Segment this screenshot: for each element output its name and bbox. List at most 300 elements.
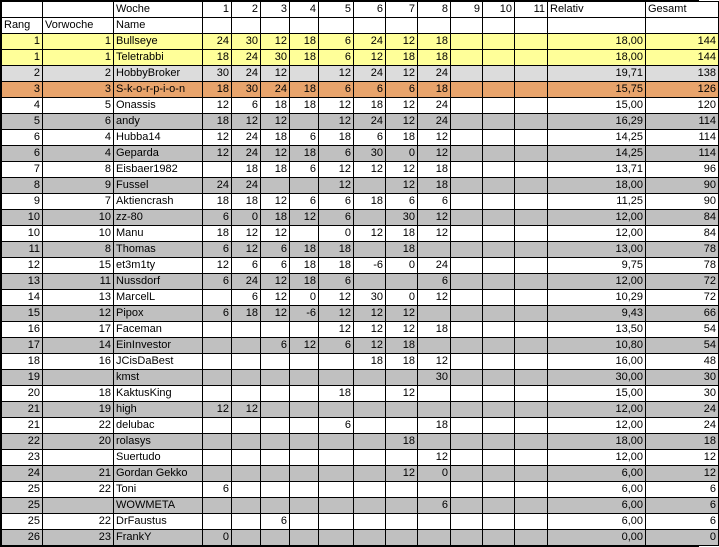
week-cell[interactable] <box>203 450 232 466</box>
week-cell[interactable] <box>418 306 451 322</box>
rank-cell[interactable]: 19 <box>2 370 43 386</box>
previous-week-cell[interactable]: 14 <box>43 338 114 354</box>
week-cell[interactable] <box>319 482 354 498</box>
header-cell[interactable]: Gesamt <box>646 2 719 18</box>
week-cell[interactable]: 12 <box>232 402 261 418</box>
week-cell[interactable] <box>290 530 319 546</box>
week-cell[interactable]: 12 <box>418 146 451 162</box>
relative-cell[interactable]: 9,43 <box>548 306 646 322</box>
week-cell[interactable] <box>515 530 548 546</box>
week-cell[interactable]: 12 <box>261 34 290 50</box>
total-cell[interactable]: 72 <box>646 290 719 306</box>
week-cell[interactable] <box>354 210 386 226</box>
week-cell[interactable] <box>483 514 515 530</box>
week-cell[interactable] <box>483 322 515 338</box>
week-cell[interactable] <box>290 466 319 482</box>
week-cell[interactable] <box>451 306 483 322</box>
previous-week-cell[interactable]: 4 <box>43 146 114 162</box>
week-cell[interactable] <box>232 338 261 354</box>
week-cell[interactable]: 6 <box>418 498 451 514</box>
table-row[interactable] <box>2 482 719 498</box>
week-cell[interactable]: 18 <box>418 322 451 338</box>
relative-cell[interactable]: 18,00 <box>548 34 646 50</box>
previous-week-cell[interactable] <box>43 370 114 386</box>
week-cell[interactable]: 12 <box>261 274 290 290</box>
week-cell[interactable] <box>261 386 290 402</box>
week-cell[interactable]: 18 <box>290 242 319 258</box>
week-cell[interactable]: 24 <box>232 50 261 66</box>
week-cell[interactable] <box>203 354 232 370</box>
rank-cell[interactable]: 9 <box>2 194 43 210</box>
total-cell[interactable]: 0 <box>646 530 719 546</box>
table-row[interactable] <box>2 66 719 82</box>
week-cell[interactable] <box>515 50 548 66</box>
week-cell[interactable]: 0 <box>232 210 261 226</box>
week-cell[interactable]: 18 <box>386 226 418 242</box>
week-cell[interactable]: 24 <box>418 114 451 130</box>
week-cell[interactable] <box>418 434 451 450</box>
week-cell[interactable]: 6 <box>418 274 451 290</box>
week-cell[interactable]: 18 <box>386 130 418 146</box>
week-cell[interactable]: 12 <box>418 354 451 370</box>
week-cell[interactable]: 6 <box>232 290 261 306</box>
week-cell[interactable] <box>515 418 548 434</box>
table-row[interactable] <box>2 50 719 66</box>
week-cell[interactable]: 12 <box>418 130 451 146</box>
week-cell[interactable]: 0 <box>386 258 418 274</box>
header-cell[interactable] <box>515 18 548 34</box>
total-cell[interactable]: 138 <box>646 66 719 82</box>
relative-cell[interactable]: 14,25 <box>548 130 646 146</box>
rank-cell[interactable]: 14 <box>2 290 43 306</box>
table-row[interactable] <box>2 146 719 162</box>
total-cell[interactable]: 90 <box>646 178 719 194</box>
week-cell[interactable] <box>290 514 319 530</box>
week-cell[interactable] <box>515 386 548 402</box>
rank-cell[interactable]: 21 <box>2 418 43 434</box>
week-cell[interactable] <box>261 530 290 546</box>
week-cell[interactable]: 6 <box>203 482 232 498</box>
week-cell[interactable] <box>232 386 261 402</box>
week-cell[interactable]: 12 <box>386 162 418 178</box>
week-cell[interactable] <box>451 466 483 482</box>
week-cell[interactable]: 24 <box>232 130 261 146</box>
week-cell[interactable] <box>451 290 483 306</box>
week-cell[interactable] <box>515 146 548 162</box>
week-cell[interactable] <box>515 98 548 114</box>
name-cell[interactable]: Pipox <box>114 306 203 322</box>
header-cell[interactable] <box>261 18 290 34</box>
table-row[interactable] <box>2 114 719 130</box>
week-cell[interactable] <box>483 498 515 514</box>
table-row[interactable] <box>2 210 719 226</box>
week-cell[interactable] <box>319 514 354 530</box>
week-cell[interactable]: 18 <box>290 274 319 290</box>
name-cell[interactable]: high <box>114 402 203 418</box>
rank-cell[interactable]: 1 <box>2 34 43 50</box>
week-cell[interactable]: 12 <box>386 466 418 482</box>
week-cell[interactable] <box>451 178 483 194</box>
relative-cell[interactable]: 15,00 <box>548 386 646 402</box>
week-cell[interactable]: 12 <box>261 66 290 82</box>
week-cell[interactable]: 12 <box>261 114 290 130</box>
week-cell[interactable] <box>386 418 418 434</box>
week-cell[interactable]: 12 <box>261 194 290 210</box>
week-cell[interactable]: 6 <box>319 210 354 226</box>
header-cell[interactable]: 6 <box>354 2 386 18</box>
relative-cell[interactable]: 12,00 <box>548 210 646 226</box>
week-cell[interactable] <box>290 370 319 386</box>
week-cell[interactable]: 18 <box>290 50 319 66</box>
week-cell[interactable] <box>386 482 418 498</box>
header-cell[interactable] <box>203 18 232 34</box>
week-cell[interactable]: 6 <box>319 194 354 210</box>
relative-cell[interactable]: 12,00 <box>548 450 646 466</box>
week-cell[interactable] <box>418 514 451 530</box>
name-cell[interactable]: Suertudo <box>114 450 203 466</box>
week-cell[interactable] <box>483 338 515 354</box>
total-cell[interactable]: 54 <box>646 338 719 354</box>
week-cell[interactable]: 12 <box>386 306 418 322</box>
week-cell[interactable]: 12 <box>261 306 290 322</box>
week-cell[interactable] <box>203 386 232 402</box>
week-cell[interactable] <box>515 34 548 50</box>
week-cell[interactable] <box>483 34 515 50</box>
previous-week-cell[interactable]: 4 <box>43 130 114 146</box>
week-cell[interactable] <box>354 370 386 386</box>
table-row[interactable] <box>2 178 719 194</box>
previous-week-cell[interactable]: 23 <box>43 530 114 546</box>
week-cell[interactable]: 12 <box>354 306 386 322</box>
week-cell[interactable]: 12 <box>203 130 232 146</box>
week-cell[interactable]: 12 <box>354 50 386 66</box>
week-cell[interactable] <box>515 114 548 130</box>
week-cell[interactable] <box>203 290 232 306</box>
table-row[interactable] <box>2 290 719 306</box>
name-cell[interactable]: Teletrabbi <box>114 50 203 66</box>
rank-cell[interactable]: 6 <box>2 130 43 146</box>
week-cell[interactable]: 18 <box>319 130 354 146</box>
previous-week-cell[interactable]: 9 <box>43 178 114 194</box>
header-cell[interactable]: 3 <box>261 2 290 18</box>
week-cell[interactable] <box>232 418 261 434</box>
rank-cell[interactable]: 17 <box>2 338 43 354</box>
total-cell[interactable]: 24 <box>646 402 719 418</box>
week-cell[interactable] <box>319 530 354 546</box>
week-cell[interactable]: 12 <box>203 258 232 274</box>
week-cell[interactable]: 12 <box>418 450 451 466</box>
week-cell[interactable] <box>386 498 418 514</box>
total-cell[interactable]: 144 <box>646 50 719 66</box>
table-row[interactable] <box>2 354 719 370</box>
name-cell[interactable]: Faceman <box>114 322 203 338</box>
week-cell[interactable]: 18 <box>319 386 354 402</box>
week-cell[interactable]: 6 <box>354 130 386 146</box>
week-cell[interactable]: 24 <box>354 66 386 82</box>
rank-cell[interactable]: 25 <box>2 514 43 530</box>
week-cell[interactable] <box>451 146 483 162</box>
week-cell[interactable]: 18 <box>261 130 290 146</box>
week-cell[interactable] <box>483 114 515 130</box>
header-cell[interactable] <box>483 18 515 34</box>
name-cell[interactable]: et3m1ty <box>114 258 203 274</box>
week-cell[interactable] <box>319 370 354 386</box>
week-cell[interactable]: 18 <box>354 194 386 210</box>
week-cell[interactable]: 12 <box>232 114 261 130</box>
week-cell[interactable]: 24 <box>232 66 261 82</box>
week-cell[interactable]: 6 <box>319 418 354 434</box>
rank-cell[interactable]: 23 <box>2 450 43 466</box>
table-row[interactable] <box>2 466 719 482</box>
week-cell[interactable] <box>515 322 548 338</box>
name-cell[interactable]: Onassis <box>114 98 203 114</box>
name-cell[interactable]: rolasys <box>114 434 203 450</box>
week-cell[interactable] <box>483 290 515 306</box>
rank-cell[interactable]: 8 <box>2 178 43 194</box>
week-cell[interactable] <box>451 322 483 338</box>
week-cell[interactable] <box>354 514 386 530</box>
previous-week-cell[interactable]: 5 <box>43 98 114 114</box>
week-cell[interactable]: 12 <box>319 162 354 178</box>
week-cell[interactable]: 30 <box>354 290 386 306</box>
previous-week-cell[interactable]: 22 <box>43 418 114 434</box>
week-cell[interactable]: 18 <box>261 162 290 178</box>
week-cell[interactable]: 6 <box>203 210 232 226</box>
week-cell[interactable]: 12 <box>386 34 418 50</box>
week-cell[interactable]: 18 <box>386 354 418 370</box>
week-cell[interactable]: 18 <box>203 226 232 242</box>
week-cell[interactable] <box>386 514 418 530</box>
week-cell[interactable]: 18 <box>418 162 451 178</box>
table-row[interactable] <box>2 98 719 114</box>
week-cell[interactable]: 18 <box>203 82 232 98</box>
week-cell[interactable] <box>418 482 451 498</box>
week-cell[interactable]: 18 <box>290 82 319 98</box>
week-cell[interactable]: 24 <box>418 98 451 114</box>
week-cell[interactable]: 6 <box>203 274 232 290</box>
previous-week-cell[interactable]: 6 <box>43 114 114 130</box>
week-cell[interactable]: 18 <box>261 210 290 226</box>
previous-week-cell[interactable]: 19 <box>43 402 114 418</box>
week-cell[interactable]: 0 <box>386 146 418 162</box>
week-cell[interactable]: 24 <box>354 114 386 130</box>
week-cell[interactable]: 18 <box>418 418 451 434</box>
week-cell[interactable]: 30 <box>354 146 386 162</box>
rank-cell[interactable]: 26 <box>2 530 43 546</box>
total-cell[interactable]: 144 <box>646 34 719 50</box>
week-cell[interactable] <box>515 178 548 194</box>
table-row[interactable] <box>2 194 719 210</box>
rank-cell[interactable]: 24 <box>2 466 43 482</box>
week-cell[interactable]: 12 <box>386 178 418 194</box>
total-cell[interactable]: 120 <box>646 98 719 114</box>
table-row[interactable] <box>2 530 719 546</box>
table-row[interactable] <box>2 418 719 434</box>
week-cell[interactable] <box>515 402 548 418</box>
week-cell[interactable] <box>483 82 515 98</box>
total-cell[interactable]: 126 <box>646 82 719 98</box>
week-cell[interactable] <box>483 418 515 434</box>
relative-cell[interactable]: 6,00 <box>548 466 646 482</box>
table-row[interactable] <box>2 514 719 530</box>
total-cell[interactable]: 12 <box>646 450 719 466</box>
week-cell[interactable] <box>451 162 483 178</box>
week-cell[interactable]: 6 <box>319 50 354 66</box>
week-cell[interactable]: 12 <box>319 114 354 130</box>
week-cell[interactable]: 6 <box>386 82 418 98</box>
week-cell[interactable] <box>418 530 451 546</box>
rank-cell[interactable]: 21 <box>2 402 43 418</box>
week-cell[interactable] <box>203 466 232 482</box>
relative-cell[interactable]: 9,75 <box>548 258 646 274</box>
week-cell[interactable]: 30 <box>232 82 261 98</box>
week-cell[interactable]: 18 <box>418 50 451 66</box>
rank-cell[interactable]: 16 <box>2 322 43 338</box>
week-cell[interactable]: 24 <box>354 34 386 50</box>
week-cell[interactable] <box>451 50 483 66</box>
total-cell[interactable]: 18 <box>646 434 719 450</box>
week-cell[interactable] <box>451 258 483 274</box>
previous-week-cell[interactable]: 2 <box>43 66 114 82</box>
week-cell[interactable] <box>290 66 319 82</box>
relative-cell[interactable]: 18,00 <box>548 434 646 450</box>
rank-cell[interactable]: 10 <box>2 226 43 242</box>
week-cell[interactable]: 6 <box>261 258 290 274</box>
rank-cell[interactable]: 13 <box>2 274 43 290</box>
week-cell[interactable] <box>354 402 386 418</box>
week-cell[interactable]: 18 <box>354 98 386 114</box>
week-cell[interactable]: 24 <box>232 274 261 290</box>
week-cell[interactable] <box>203 370 232 386</box>
week-cell[interactable] <box>483 98 515 114</box>
week-cell[interactable] <box>451 402 483 418</box>
week-cell[interactable] <box>261 370 290 386</box>
previous-week-cell[interactable]: 8 <box>43 242 114 258</box>
week-cell[interactable] <box>354 274 386 290</box>
week-cell[interactable] <box>232 450 261 466</box>
week-cell[interactable] <box>319 354 354 370</box>
week-cell[interactable] <box>451 114 483 130</box>
header-cell[interactable] <box>418 18 451 34</box>
previous-week-cell[interactable]: 7 <box>43 194 114 210</box>
total-cell[interactable]: 66 <box>646 306 719 322</box>
relative-cell[interactable]: 12,00 <box>548 226 646 242</box>
previous-week-cell[interactable]: 12 <box>43 306 114 322</box>
week-cell[interactable] <box>261 434 290 450</box>
week-cell[interactable] <box>483 274 515 290</box>
name-cell[interactable]: Aktiencrash <box>114 194 203 210</box>
table-row[interactable] <box>2 258 719 274</box>
week-cell[interactable] <box>232 514 261 530</box>
week-cell[interactable] <box>290 482 319 498</box>
week-cell[interactable]: 12 <box>354 338 386 354</box>
week-cell[interactable] <box>451 386 483 402</box>
relative-cell[interactable]: 10,29 <box>548 290 646 306</box>
week-cell[interactable]: 18 <box>232 162 261 178</box>
week-cell[interactable] <box>290 402 319 418</box>
week-cell[interactable] <box>483 354 515 370</box>
header-cell[interactable] <box>2 2 43 18</box>
week-cell[interactable] <box>451 482 483 498</box>
week-cell[interactable]: 6 <box>232 98 261 114</box>
week-cell[interactable] <box>515 130 548 146</box>
rank-cell[interactable]: 12 <box>2 258 43 274</box>
week-cell[interactable] <box>319 434 354 450</box>
week-cell[interactable] <box>232 370 261 386</box>
header-cell[interactable] <box>43 2 114 18</box>
week-cell[interactable]: 6 <box>319 34 354 50</box>
relative-cell[interactable]: 13,71 <box>548 162 646 178</box>
week-cell[interactable]: 6 <box>232 258 261 274</box>
table-row[interactable] <box>2 498 719 514</box>
table-row[interactable] <box>2 370 719 386</box>
header-cell[interactable] <box>354 18 386 34</box>
week-cell[interactable] <box>483 258 515 274</box>
week-cell[interactable]: 12 <box>319 66 354 82</box>
week-cell[interactable]: 12 <box>418 290 451 306</box>
week-cell[interactable]: 24 <box>203 178 232 194</box>
week-cell[interactable]: 18 <box>203 194 232 210</box>
week-cell[interactable] <box>483 66 515 82</box>
relative-cell[interactable]: 13,00 <box>548 242 646 258</box>
week-cell[interactable] <box>418 338 451 354</box>
rank-cell[interactable]: 7 <box>2 162 43 178</box>
week-cell[interactable] <box>483 466 515 482</box>
previous-week-cell[interactable]: 8 <box>43 162 114 178</box>
total-cell[interactable]: 114 <box>646 114 719 130</box>
week-cell[interactable] <box>483 50 515 66</box>
week-cell[interactable]: 0 <box>319 226 354 242</box>
week-cell[interactable] <box>354 386 386 402</box>
header-cell[interactable]: Woche <box>114 2 203 18</box>
week-cell[interactable] <box>418 242 451 258</box>
week-cell[interactable] <box>515 434 548 450</box>
table-row[interactable] <box>2 242 719 258</box>
week-cell[interactable]: 12 <box>232 226 261 242</box>
week-cell[interactable] <box>261 466 290 482</box>
week-cell[interactable] <box>515 498 548 514</box>
relative-cell[interactable]: 18,00 <box>548 178 646 194</box>
week-cell[interactable]: 12 <box>203 98 232 114</box>
week-cell[interactable] <box>515 258 548 274</box>
week-cell[interactable] <box>261 178 290 194</box>
week-cell[interactable]: 12 <box>290 338 319 354</box>
table-row[interactable] <box>2 434 719 450</box>
total-cell[interactable]: 6 <box>646 498 719 514</box>
previous-week-cell[interactable]: 10 <box>43 226 114 242</box>
total-cell[interactable]: 84 <box>646 210 719 226</box>
week-cell[interactable] <box>451 498 483 514</box>
week-cell[interactable] <box>515 338 548 354</box>
week-cell[interactable] <box>290 450 319 466</box>
week-cell[interactable] <box>386 402 418 418</box>
week-cell[interactable] <box>451 82 483 98</box>
relative-cell[interactable]: 30,00 <box>548 370 646 386</box>
week-cell[interactable] <box>483 370 515 386</box>
week-cell[interactable] <box>451 338 483 354</box>
week-cell[interactable] <box>386 530 418 546</box>
week-cell[interactable] <box>386 450 418 466</box>
week-cell[interactable] <box>451 274 483 290</box>
week-cell[interactable]: 12 <box>261 226 290 242</box>
week-cell[interactable] <box>319 498 354 514</box>
header-cell[interactable]: 10 <box>483 2 515 18</box>
name-cell[interactable]: FrankY <box>114 530 203 546</box>
week-cell[interactable]: 30 <box>386 210 418 226</box>
week-cell[interactable]: 18 <box>319 242 354 258</box>
relative-cell[interactable]: 11,25 <box>548 194 646 210</box>
previous-week-cell[interactable] <box>43 450 114 466</box>
